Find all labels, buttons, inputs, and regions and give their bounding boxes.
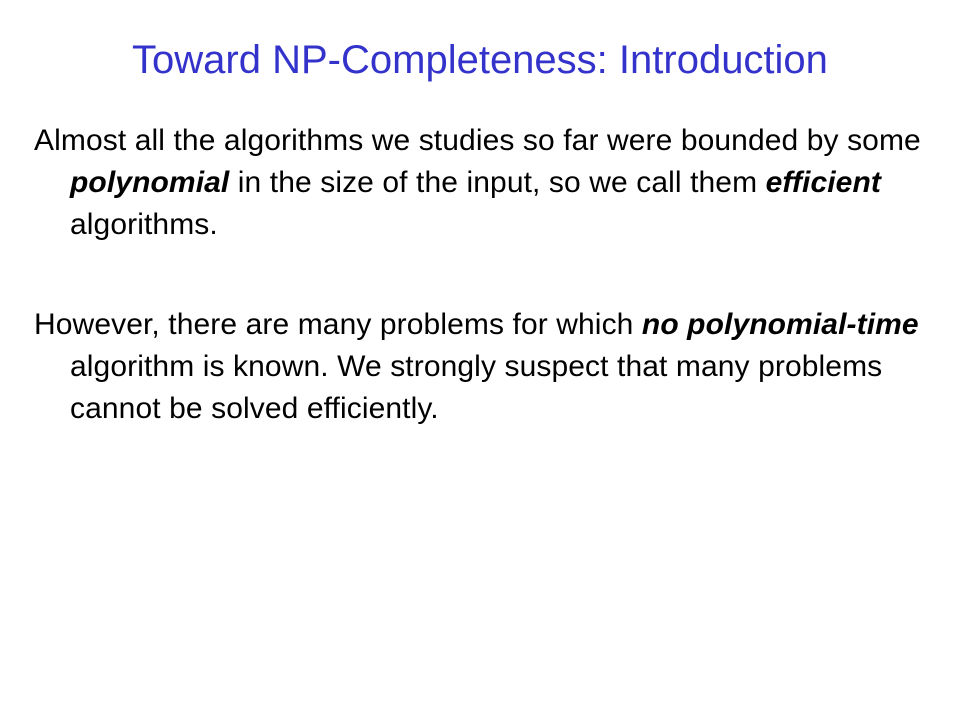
paragraph-efficient-algorithms [34, 120, 924, 246]
paragraph-text: in the size of the input, so we call them [229, 166, 766, 199]
paragraph-text: However, there are many problems for which [34, 308, 642, 341]
paragraph-text: algorithm is known. We strongly suspect that many problems cannot be solved efficiently. [70, 350, 883, 425]
paragraph-text: algorithms. [70, 208, 218, 241]
paragraph-hard-problems [34, 304, 924, 430]
slide-body [34, 120, 924, 430]
emphasis-no-polynomial-time: no polynomial-time [641, 308, 919, 341]
emphasis-efficient: efficient [765, 166, 881, 199]
paragraph-text: Almost all the algorithms we studies so far were bounded by some [34, 124, 921, 157]
slide-title: Toward NP-Completeness: Introduction [132, 38, 828, 82]
emphasis-polynomial: polynomial [70, 166, 230, 199]
